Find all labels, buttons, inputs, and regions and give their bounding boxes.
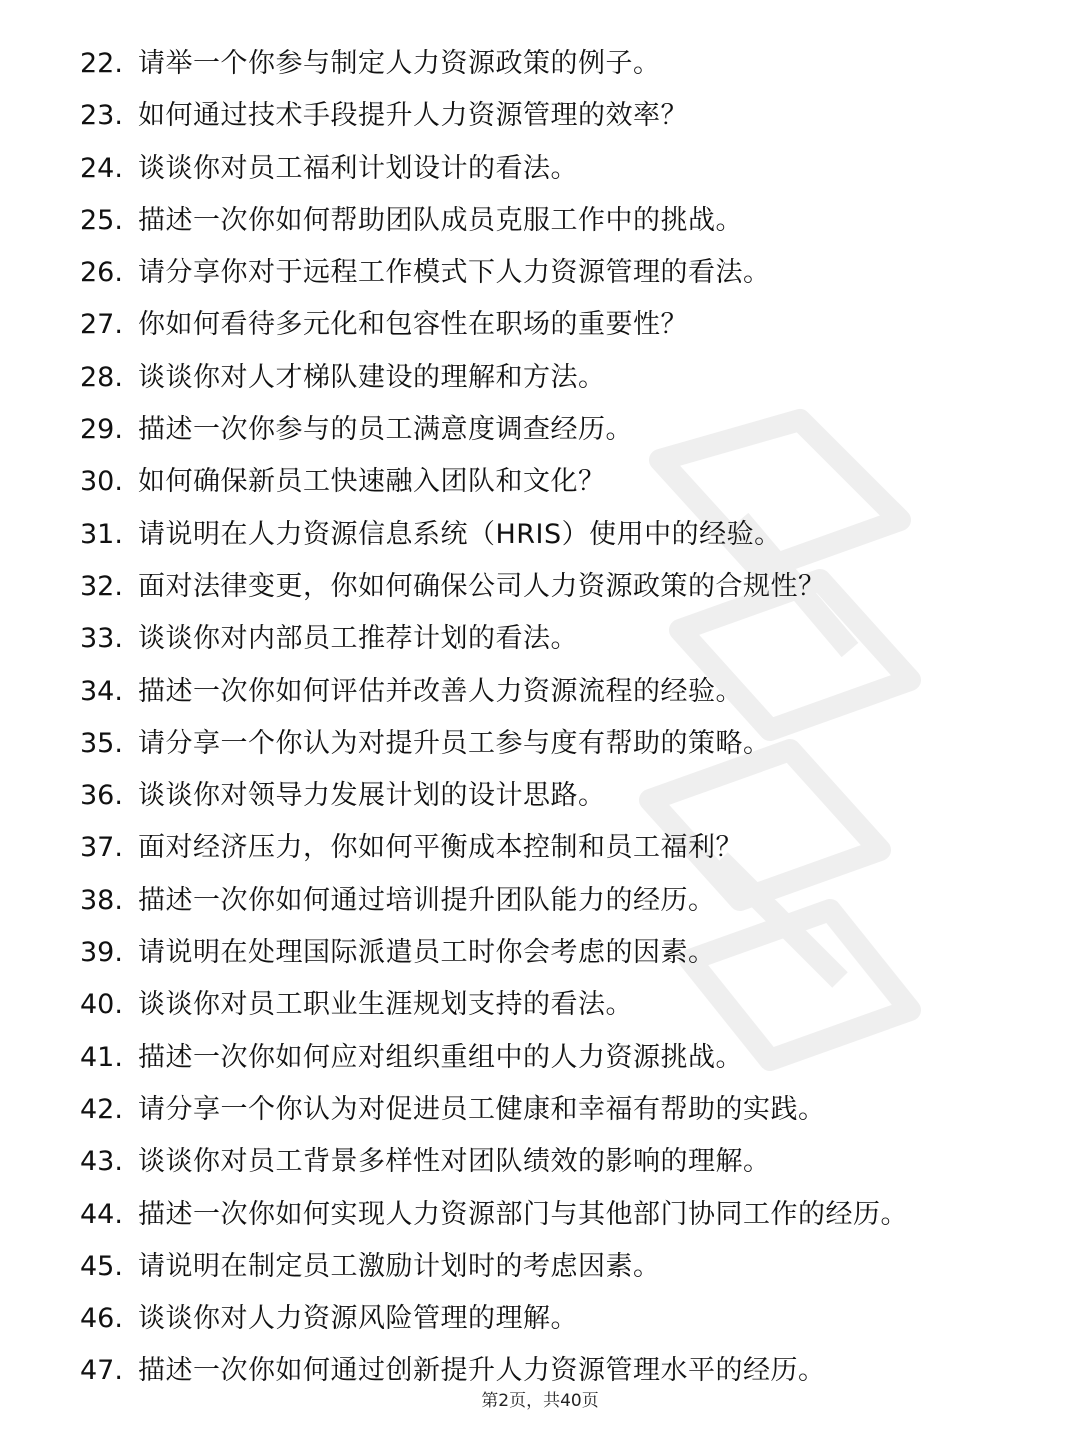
question-number: 42.	[80, 1093, 123, 1125]
question-text: 请举一个你参与制定人力资源政策的例子。	[138, 48, 661, 79]
question-number: 23.	[80, 100, 123, 132]
list-item	[0, 561, 1080, 613]
question-number: 35.	[80, 727, 123, 759]
question-number: 36.	[80, 780, 123, 812]
page-footer: 第2页，共40页	[481, 1391, 599, 1411]
question-text: 请说明在制定员工激励计划时的考虑因素。	[138, 1250, 661, 1282]
question-number: 31.	[80, 518, 123, 550]
list-item	[0, 1032, 1080, 1084]
list-item	[0, 352, 1080, 404]
question-number: 32.	[80, 570, 123, 602]
question-text: 谈谈你对领导力发展计划的设计思路。	[138, 780, 606, 812]
list-item	[0, 456, 1080, 508]
question-text: 描述一次你如何应对组织重组中的人力资源挑战。	[138, 1041, 743, 1073]
question-text: 谈谈你对人才梯队建设的理解和方法。	[138, 361, 606, 393]
list-item	[0, 38, 1080, 90]
list-item	[0, 770, 1080, 822]
question-text: 描述一次你如何帮助团队成员克服工作中的挑战。	[138, 204, 743, 236]
question-number: 44.	[80, 1198, 123, 1230]
question-number: 33.	[80, 623, 123, 655]
list-item	[0, 613, 1080, 665]
list-item	[0, 195, 1080, 247]
question-text: 谈谈你对员工背景多样性对团队绩效的影响的理解。	[138, 1146, 771, 1178]
list-item	[0, 1241, 1080, 1293]
question-number: 43.	[80, 1146, 123, 1178]
list-item	[0, 1136, 1080, 1188]
list-item	[0, 927, 1080, 979]
question-text: 谈谈你对员工福利计划设计的看法。	[138, 152, 578, 184]
question-number: 40.	[80, 989, 123, 1021]
question-text: 描述一次你如何通过培训提升团队能力的经历。	[138, 884, 716, 916]
question-text: 描述一次你如何通过创新提升人力资源管理水平的经历。	[138, 1355, 826, 1387]
question-text: 描述一次你参与的员工满意度调查经历。	[138, 414, 633, 446]
question-text: 请分享你对于远程工作模式下人力资源管理的看法。	[138, 257, 771, 289]
question-number: 24.	[80, 152, 123, 184]
list-item	[0, 1293, 1080, 1345]
list-item	[0, 247, 1080, 299]
list-item	[0, 979, 1080, 1031]
list-item	[0, 718, 1080, 770]
question-number: 45.	[80, 1250, 123, 1282]
question-text: 谈谈你对人力资源风险管理的理解。	[138, 1303, 578, 1335]
list-item	[0, 666, 1080, 718]
list-item	[0, 404, 1080, 456]
list-item	[0, 1084, 1080, 1136]
question-text: 谈谈你对员工职业生涯规划支持的看法。	[138, 989, 633, 1021]
question-text: 描述一次你如何评估并改善人力资源流程的经验。	[138, 675, 743, 707]
question-text: 如何确保新员工快速融入团队和文化？	[138, 466, 606, 498]
question-text: 请分享一个你认为对提升员工参与度有帮助的策略。	[138, 727, 771, 759]
question-number: 46.	[80, 1303, 123, 1335]
question-number: 47.	[80, 1355, 123, 1387]
question-text: 面对经济压力，你如何平衡成本控制和员工福利？	[138, 832, 743, 864]
question-number: 41.	[80, 1041, 123, 1073]
question-text: 请说明在处理国际派遣员工时你会考虑的因素。	[138, 937, 716, 969]
question-number: 22.	[80, 48, 123, 79]
list-item	[0, 509, 1080, 561]
question-number: 38.	[80, 884, 123, 916]
list-item	[0, 299, 1080, 351]
question-text: 描述一次你如何实现人力资源部门与其他部门协同工作的经历。	[138, 1198, 908, 1230]
question-number: 30.	[80, 466, 123, 498]
question-number: 27.	[80, 309, 123, 341]
question-number: 39.	[80, 937, 123, 969]
question-text: 请分享一个你认为对促进员工健康和幸福有帮助的实践。	[138, 1093, 826, 1125]
list-item	[0, 90, 1080, 142]
question-text: 你如何看待多元化和包容性在职场的重要性？	[138, 309, 688, 341]
question-text: 如何通过技术手段提升人力资源管理的效率？	[138, 100, 688, 132]
question-list	[0, 38, 1080, 1398]
question-number: 28.	[80, 361, 123, 393]
question-number: 34.	[80, 675, 123, 707]
question-number: 29.	[80, 414, 123, 446]
question-text: 面对法律变更，你如何确保公司人力资源政策的合规性？	[138, 570, 826, 602]
question-text: 请说明在人力资源信息系统（HRIS）使用中的经验。	[138, 518, 782, 550]
list-item	[0, 822, 1080, 874]
question-number: 37.	[80, 832, 123, 864]
question-number: 25.	[80, 204, 123, 236]
list-item	[0, 143, 1080, 195]
question-number: 26.	[80, 257, 123, 289]
list-item	[0, 1189, 1080, 1241]
question-text: 谈谈你对内部员工推荐计划的看法。	[138, 623, 578, 655]
list-item	[0, 875, 1080, 927]
